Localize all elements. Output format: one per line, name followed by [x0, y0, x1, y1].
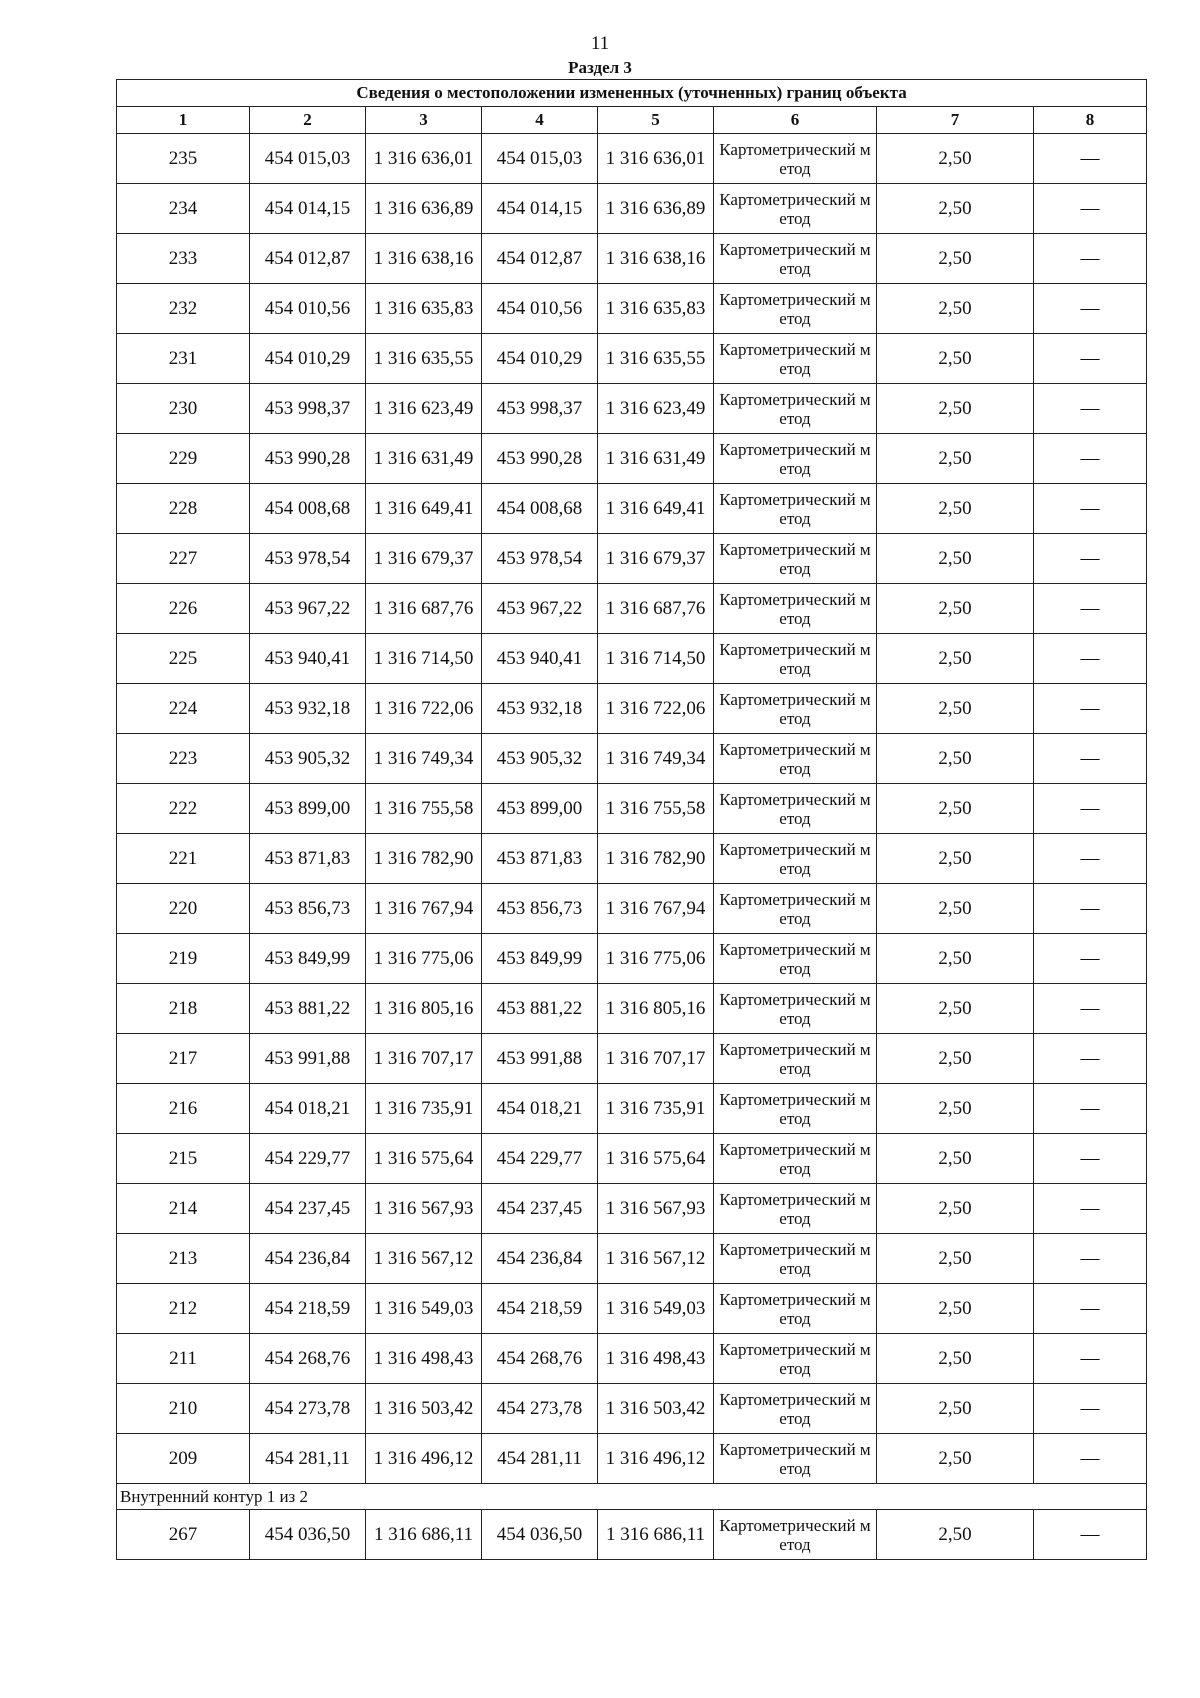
method-cell: Картометрический метод — [714, 1434, 877, 1484]
table-row — [117, 184, 1147, 234]
accuracy-cell: 2,50 — [877, 384, 1034, 434]
table-body — [117, 134, 1147, 1484]
updated-x-cell: 454 018,21 — [482, 1084, 598, 1134]
existing-y-cell: 1 316 636,01 — [366, 134, 482, 184]
updated-y-cell: 1 316 496,12 — [598, 1434, 714, 1484]
updated-x-cell: 453 905,32 — [482, 734, 598, 784]
method-cell: Картометрический метод — [714, 1284, 877, 1334]
note-cell: — — [1034, 584, 1147, 634]
coordinates-table — [116, 79, 1147, 1560]
point-number-cell: 224 — [117, 684, 250, 734]
accuracy-cell: 2,50 — [877, 1184, 1034, 1234]
note-cell: — — [1034, 1434, 1147, 1484]
existing-y-cell: 1 316 496,12 — [366, 1434, 482, 1484]
point-number-cell: 217 — [117, 1034, 250, 1084]
existing-x-cell: 453 978,54 — [250, 534, 366, 584]
point-number-cell: 235 — [117, 134, 250, 184]
updated-y-cell: 1 316 679,37 — [598, 534, 714, 584]
accuracy-cell: 2,50 — [877, 1434, 1034, 1484]
note-cell: — — [1034, 784, 1147, 834]
existing-y-cell: 1 316 805,16 — [366, 984, 482, 1034]
existing-y-cell: 1 316 722,06 — [366, 684, 482, 734]
updated-y-cell: 1 316 623,49 — [598, 384, 714, 434]
table-row — [117, 1084, 1147, 1134]
note-cell: — — [1034, 884, 1147, 934]
method-cell: Картометрический метод — [714, 1334, 877, 1384]
updated-y-cell: 1 316 636,89 — [598, 184, 714, 234]
updated-y-cell: 1 316 638,16 — [598, 234, 714, 284]
updated-x-cell: 454 229,77 — [482, 1134, 598, 1184]
existing-y-cell: 1 316 649,41 — [366, 484, 482, 534]
table-row — [117, 1234, 1147, 1284]
note-cell: — — [1034, 1284, 1147, 1334]
page-number: 11 — [590, 33, 610, 54]
table-row — [117, 634, 1147, 684]
point-number-cell: 226 — [117, 584, 250, 634]
accuracy-cell: 2,50 — [877, 684, 1034, 734]
point-number-cell: 215 — [117, 1134, 250, 1184]
point-number-cell: 232 — [117, 284, 250, 334]
accuracy-cell: 2,50 — [877, 634, 1034, 684]
accuracy-cell: 2,50 — [877, 1334, 1034, 1384]
method-cell: Картометрический метод — [714, 284, 877, 334]
updated-y-cell: 1 316 686,11 — [598, 1510, 714, 1560]
updated-y-cell: 1 316 735,91 — [598, 1084, 714, 1134]
table-row — [117, 1434, 1147, 1484]
updated-y-cell: 1 316 635,83 — [598, 284, 714, 334]
updated-y-cell: 1 316 649,41 — [598, 484, 714, 534]
method-cell: Картометрический метод — [714, 684, 877, 734]
accuracy-cell: 2,50 — [877, 484, 1034, 534]
table-row — [117, 884, 1147, 934]
accuracy-cell: 2,50 — [877, 984, 1034, 1034]
updated-x-cell: 454 012,87 — [482, 234, 598, 284]
note-cell: — — [1034, 734, 1147, 784]
updated-y-cell: 1 316 767,94 — [598, 884, 714, 934]
accuracy-cell: 2,50 — [877, 934, 1034, 984]
table-row — [117, 384, 1147, 434]
updated-x-cell: 453 998,37 — [482, 384, 598, 434]
updated-x-cell: 453 871,83 — [482, 834, 598, 884]
method-cell: Картометрический метод — [714, 384, 877, 434]
section-title: Раздел 3 — [568, 58, 632, 77]
point-number-cell: 221 — [117, 834, 250, 884]
point-number-cell: 228 — [117, 484, 250, 534]
method-cell: Картометрический метод — [714, 1034, 877, 1084]
existing-x-cell: 454 010,56 — [250, 284, 366, 334]
updated-x-cell: 454 237,45 — [482, 1184, 598, 1234]
accuracy-cell: 2,50 — [877, 134, 1034, 184]
updated-x-cell: 454 015,03 — [482, 134, 598, 184]
existing-y-cell: 1 316 635,55 — [366, 334, 482, 384]
point-number-cell: 212 — [117, 1284, 250, 1334]
table-row — [117, 484, 1147, 534]
column-number-row — [117, 107, 1147, 134]
method-cell: Картометрический метод — [714, 1384, 877, 1434]
existing-y-cell: 1 316 687,76 — [366, 584, 482, 634]
note-cell: — — [1034, 1134, 1147, 1184]
updated-x-cell: 453 940,41 — [482, 634, 598, 684]
note-cell: — — [1034, 684, 1147, 734]
table-row — [117, 334, 1147, 384]
existing-y-cell: 1 316 767,94 — [366, 884, 482, 934]
table-row — [117, 1284, 1147, 1334]
method-cell: Картометрический метод — [714, 634, 877, 684]
note-cell: — — [1034, 184, 1147, 234]
contour-label-row — [117, 1484, 1147, 1510]
table-row — [117, 734, 1147, 784]
updated-y-cell: 1 316 714,50 — [598, 634, 714, 684]
existing-x-cell: 454 014,15 — [250, 184, 366, 234]
table-row — [117, 834, 1147, 884]
existing-x-cell: 454 268,76 — [250, 1334, 366, 1384]
column-number: 5 — [598, 107, 714, 134]
column-number: 6 — [714, 107, 877, 134]
updated-y-cell: 1 316 635,55 — [598, 334, 714, 384]
existing-y-cell: 1 316 755,58 — [366, 784, 482, 834]
point-number-cell: 216 — [117, 1084, 250, 1134]
method-cell: Картометрический метод — [714, 934, 877, 984]
method-cell: Картометрический метод — [714, 1084, 877, 1134]
point-number-cell: 222 — [117, 784, 250, 834]
note-cell: — — [1034, 284, 1147, 334]
note-cell: — — [1034, 1184, 1147, 1234]
existing-x-cell: 453 905,32 — [250, 734, 366, 784]
point-number-cell: 218 — [117, 984, 250, 1034]
updated-x-cell: 454 281,11 — [482, 1434, 598, 1484]
updated-y-cell: 1 316 805,16 — [598, 984, 714, 1034]
updated-y-cell: 1 316 549,03 — [598, 1284, 714, 1334]
note-cell: — — [1034, 484, 1147, 534]
updated-y-cell: 1 316 749,34 — [598, 734, 714, 784]
updated-x-cell: 453 990,28 — [482, 434, 598, 484]
existing-y-cell: 1 316 549,03 — [366, 1284, 482, 1334]
table-row — [117, 784, 1147, 834]
updated-x-cell: 454 273,78 — [482, 1384, 598, 1434]
existing-y-cell: 1 316 638,16 — [366, 234, 482, 284]
existing-x-cell: 453 998,37 — [250, 384, 366, 434]
table-row — [117, 1034, 1147, 1084]
method-cell: Картометрический метод — [714, 884, 877, 934]
updated-y-cell: 1 316 636,01 — [598, 134, 714, 184]
table-row — [117, 934, 1147, 984]
method-cell: Картометрический метод — [714, 234, 877, 284]
method-cell: Картометрический метод — [714, 534, 877, 584]
note-cell: — — [1034, 234, 1147, 284]
updated-y-cell: 1 316 775,06 — [598, 934, 714, 984]
updated-x-cell: 454 008,68 — [482, 484, 598, 534]
accuracy-cell: 2,50 — [877, 1384, 1034, 1434]
point-number-cell: 227 — [117, 534, 250, 584]
table-row — [117, 234, 1147, 284]
existing-y-cell: 1 316 567,93 — [366, 1184, 482, 1234]
existing-x-cell: 454 010,29 — [250, 334, 366, 384]
accuracy-cell: 2,50 — [877, 184, 1034, 234]
point-number-cell: 234 — [117, 184, 250, 234]
existing-x-cell: 454 236,84 — [250, 1234, 366, 1284]
updated-x-cell: 453 881,22 — [482, 984, 598, 1034]
updated-x-cell: 454 268,76 — [482, 1334, 598, 1384]
note-cell: — — [1034, 1034, 1147, 1084]
existing-x-cell: 454 237,45 — [250, 1184, 366, 1234]
updated-x-cell: 453 849,99 — [482, 934, 598, 984]
existing-y-cell: 1 316 631,49 — [366, 434, 482, 484]
point-number-cell: 233 — [117, 234, 250, 284]
accuracy-cell: 2,50 — [877, 1284, 1034, 1334]
table-row — [117, 1384, 1147, 1434]
updated-y-cell: 1 316 687,76 — [598, 584, 714, 634]
existing-x-cell: 453 856,73 — [250, 884, 366, 934]
table-caption-row — [117, 80, 1147, 107]
note-cell: — — [1034, 1234, 1147, 1284]
point-number-cell: 210 — [117, 1384, 250, 1434]
existing-y-cell: 1 316 749,34 — [366, 734, 482, 784]
accuracy-cell: 2,50 — [877, 1510, 1034, 1560]
existing-x-cell: 454 218,59 — [250, 1284, 366, 1334]
method-cell: Картометрический метод — [714, 1510, 877, 1560]
accuracy-cell: 2,50 — [877, 1034, 1034, 1084]
existing-x-cell: 454 036,50 — [250, 1510, 366, 1560]
existing-x-cell: 453 849,99 — [250, 934, 366, 984]
note-cell: — — [1034, 634, 1147, 684]
updated-x-cell: 453 967,22 — [482, 584, 598, 634]
method-cell: Картометрический метод — [714, 1234, 877, 1284]
contour-body — [117, 1484, 1147, 1560]
updated-x-cell: 454 010,56 — [482, 284, 598, 334]
accuracy-cell: 2,50 — [877, 784, 1034, 834]
point-number-cell: 209 — [117, 1434, 250, 1484]
existing-y-cell: 1 316 679,37 — [366, 534, 482, 584]
note-cell: — — [1034, 1384, 1147, 1434]
method-cell: Картометрический метод — [714, 784, 877, 834]
column-number: 3 — [366, 107, 482, 134]
method-cell: Картометрический метод — [714, 484, 877, 534]
existing-x-cell: 453 899,00 — [250, 784, 366, 834]
table-row — [117, 1334, 1147, 1384]
point-number-cell: 213 — [117, 1234, 250, 1284]
accuracy-cell: 2,50 — [877, 234, 1034, 284]
note-cell: — — [1034, 984, 1147, 1034]
point-number-cell: 231 — [117, 334, 250, 384]
existing-x-cell: 453 967,22 — [250, 584, 366, 634]
existing-y-cell: 1 316 498,43 — [366, 1334, 482, 1384]
updated-y-cell: 1 316 498,43 — [598, 1334, 714, 1384]
column-number: 8 — [1034, 107, 1147, 134]
table-row — [117, 984, 1147, 1034]
column-number: 4 — [482, 107, 598, 134]
existing-x-cell: 454 273,78 — [250, 1384, 366, 1434]
table-row — [117, 534, 1147, 584]
note-cell: — — [1034, 134, 1147, 184]
column-number: 7 — [877, 107, 1034, 134]
note-cell: — — [1034, 434, 1147, 484]
accuracy-cell: 2,50 — [877, 284, 1034, 334]
updated-x-cell: 453 932,18 — [482, 684, 598, 734]
table-caption: Сведения о местоположении измененных (уточненных) границ объекта — [117, 80, 1147, 107]
accuracy-cell: 2,50 — [877, 1134, 1034, 1184]
method-cell: Картометрический метод — [714, 334, 877, 384]
point-number-cell: 225 — [117, 634, 250, 684]
note-cell: — — [1034, 334, 1147, 384]
existing-x-cell: 454 015,03 — [250, 134, 366, 184]
updated-y-cell: 1 316 755,58 — [598, 784, 714, 834]
point-number-cell: 230 — [117, 384, 250, 434]
updated-y-cell: 1 316 782,90 — [598, 834, 714, 884]
table-row — [117, 134, 1147, 184]
existing-y-cell: 1 316 636,89 — [366, 184, 482, 234]
accuracy-cell: 2,50 — [877, 884, 1034, 934]
updated-y-cell: 1 316 631,49 — [598, 434, 714, 484]
existing-y-cell: 1 316 635,83 — [366, 284, 482, 334]
updated-y-cell: 1 316 567,12 — [598, 1234, 714, 1284]
method-cell: Картометрический метод — [714, 184, 877, 234]
existing-x-cell: 453 940,41 — [250, 634, 366, 684]
existing-x-cell: 454 018,21 — [250, 1084, 366, 1134]
existing-y-cell: 1 316 686,11 — [366, 1510, 482, 1560]
existing-x-cell: 454 008,68 — [250, 484, 366, 534]
point-number-cell: 229 — [117, 434, 250, 484]
point-number-cell: 267 — [117, 1510, 250, 1560]
updated-y-cell: 1 316 575,64 — [598, 1134, 714, 1184]
note-cell: — — [1034, 1084, 1147, 1134]
method-cell: Картометрический метод — [714, 984, 877, 1034]
method-cell: Картометрический метод — [714, 834, 877, 884]
updated-y-cell: 1 316 503,42 — [598, 1384, 714, 1434]
existing-y-cell: 1 316 735,91 — [366, 1084, 482, 1134]
existing-y-cell: 1 316 575,64 — [366, 1134, 482, 1184]
updated-x-cell: 454 236,84 — [482, 1234, 598, 1284]
updated-x-cell: 453 978,54 — [482, 534, 598, 584]
point-number-cell: 214 — [117, 1184, 250, 1234]
existing-y-cell: 1 316 503,42 — [366, 1384, 482, 1434]
note-cell: — — [1034, 534, 1147, 584]
updated-y-cell: 1 316 707,17 — [598, 1034, 714, 1084]
method-cell: Картометрический метод — [714, 134, 877, 184]
note-cell: — — [1034, 1334, 1147, 1384]
method-cell: Картометрический метод — [714, 584, 877, 634]
table-row — [117, 434, 1147, 484]
updated-x-cell: 453 899,00 — [482, 784, 598, 834]
note-cell: — — [1034, 384, 1147, 434]
table-row — [117, 1134, 1147, 1184]
existing-x-cell: 453 932,18 — [250, 684, 366, 734]
existing-y-cell: 1 316 775,06 — [366, 934, 482, 984]
updated-x-cell: 453 856,73 — [482, 884, 598, 934]
method-cell: Картометрический метод — [714, 1134, 877, 1184]
existing-x-cell: 453 871,83 — [250, 834, 366, 884]
accuracy-cell: 2,50 — [877, 434, 1034, 484]
note-cell: — — [1034, 934, 1147, 984]
column-number: 1 — [117, 107, 250, 134]
table-row — [117, 1510, 1147, 1560]
existing-y-cell: 1 316 782,90 — [366, 834, 482, 884]
existing-x-cell: 454 012,87 — [250, 234, 366, 284]
note-cell: — — [1034, 834, 1147, 884]
point-number-cell: 211 — [117, 1334, 250, 1384]
accuracy-cell: 2,50 — [877, 1234, 1034, 1284]
method-cell: Картометрический метод — [714, 434, 877, 484]
contour-label: Внутренний контур 1 из 2 — [117, 1484, 1147, 1510]
updated-x-cell: 454 036,50 — [482, 1510, 598, 1560]
accuracy-cell: 2,50 — [877, 534, 1034, 584]
table-row — [117, 284, 1147, 334]
existing-x-cell: 454 281,11 — [250, 1434, 366, 1484]
method-cell: Картометрический метод — [714, 1184, 877, 1234]
point-number-cell: 219 — [117, 934, 250, 984]
existing-y-cell: 1 316 567,12 — [366, 1234, 482, 1284]
existing-x-cell: 453 991,88 — [250, 1034, 366, 1084]
existing-y-cell: 1 316 623,49 — [366, 384, 482, 434]
accuracy-cell: 2,50 — [877, 334, 1034, 384]
table-row — [117, 1184, 1147, 1234]
existing-x-cell: 453 990,28 — [250, 434, 366, 484]
existing-x-cell: 454 229,77 — [250, 1134, 366, 1184]
point-number-cell: 223 — [117, 734, 250, 784]
updated-y-cell: 1 316 567,93 — [598, 1184, 714, 1234]
column-number: 2 — [250, 107, 366, 134]
existing-x-cell: 453 881,22 — [250, 984, 366, 1034]
existing-y-cell: 1 316 707,17 — [366, 1034, 482, 1084]
updated-x-cell: 453 991,88 — [482, 1034, 598, 1084]
updated-x-cell: 454 014,15 — [482, 184, 598, 234]
accuracy-cell: 2,50 — [877, 734, 1034, 784]
accuracy-cell: 2,50 — [877, 834, 1034, 884]
table-row — [117, 584, 1147, 634]
accuracy-cell: 2,50 — [877, 584, 1034, 634]
method-cell: Картометрический метод — [714, 734, 877, 784]
note-cell: — — [1034, 1510, 1147, 1560]
table-row — [117, 684, 1147, 734]
updated-y-cell: 1 316 722,06 — [598, 684, 714, 734]
updated-x-cell: 454 010,29 — [482, 334, 598, 384]
point-number-cell: 220 — [117, 884, 250, 934]
accuracy-cell: 2,50 — [877, 1084, 1034, 1134]
existing-y-cell: 1 316 714,50 — [366, 634, 482, 684]
updated-x-cell: 454 218,59 — [482, 1284, 598, 1334]
